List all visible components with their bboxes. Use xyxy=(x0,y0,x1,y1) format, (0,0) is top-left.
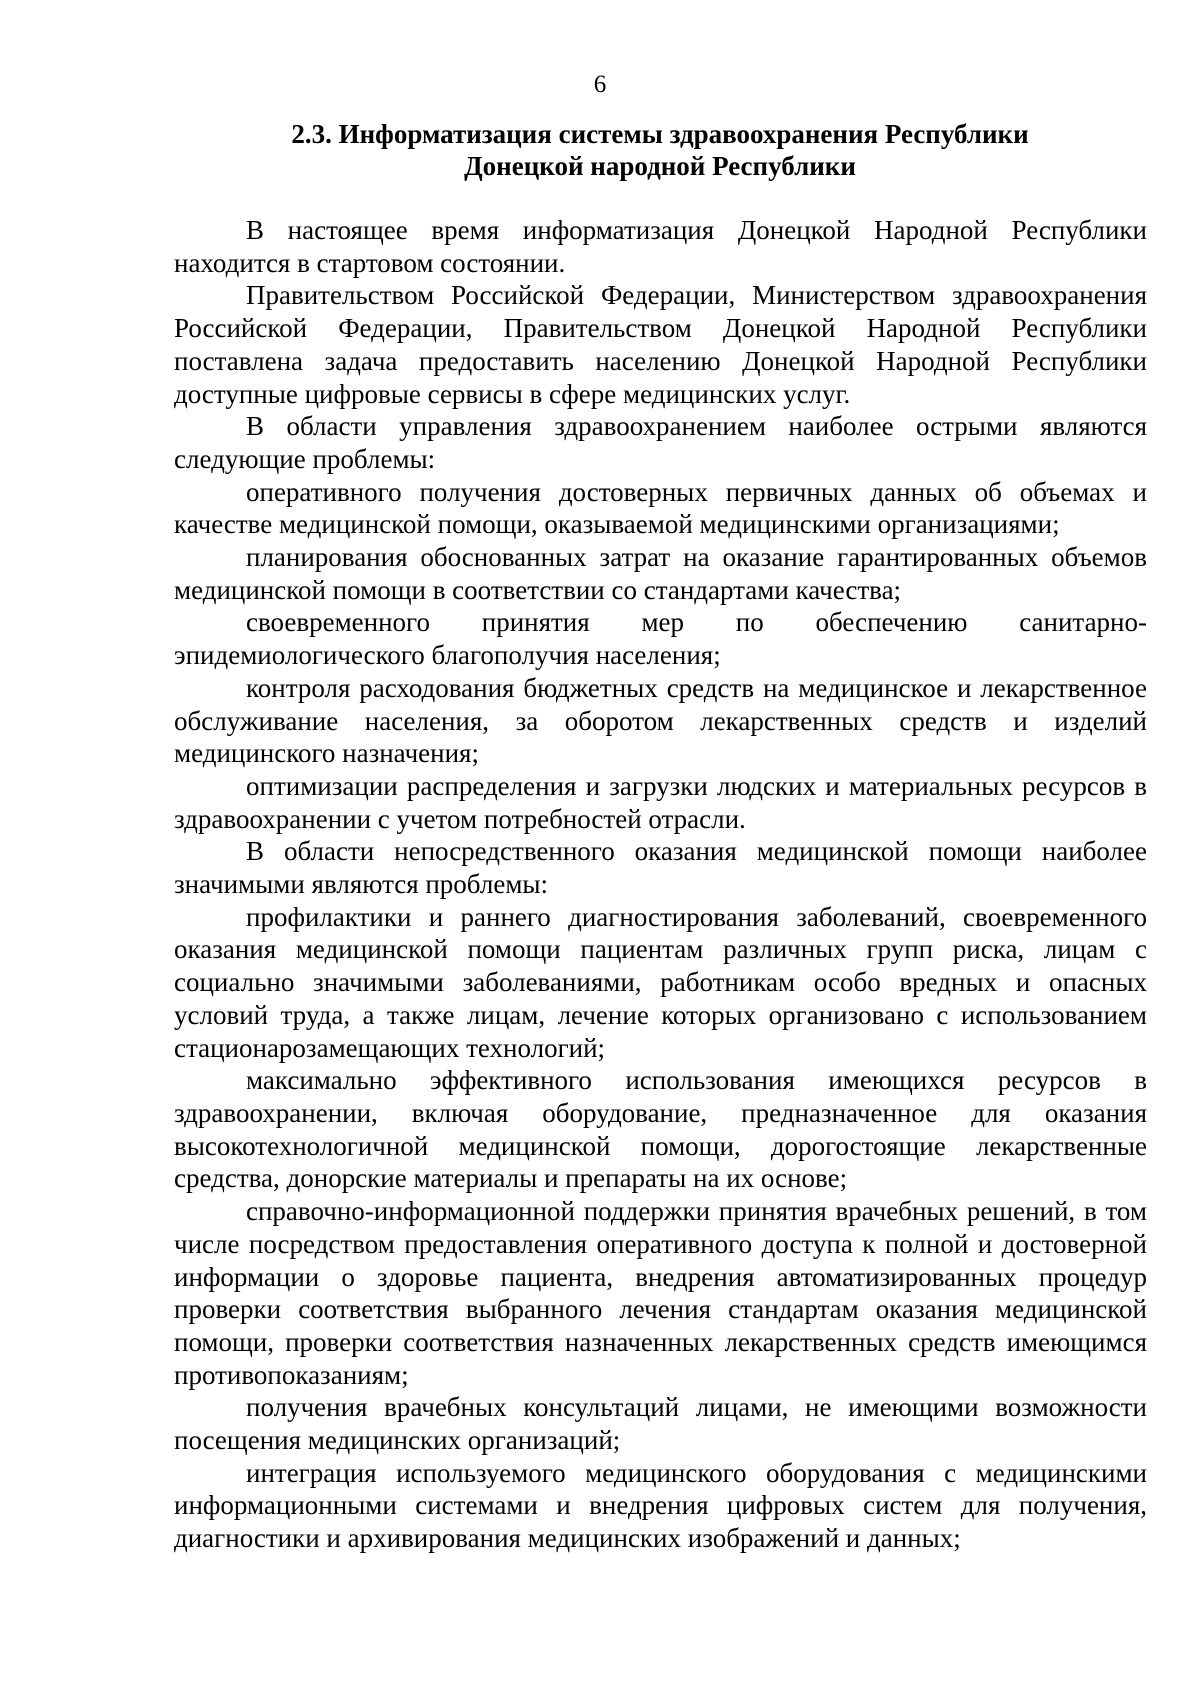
paragraph-management-problems: В области управления здравоохранением наиболее острыми являются следующие проблемы: xyxy=(174,411,1147,474)
document-body xyxy=(174,214,1147,1555)
list-item: получения врачебных консультаций лицами, не имеющими возможности посещения медицинских организаций; xyxy=(174,1392,1147,1456)
list-item: профилактики и раннего диагностирования заболеваний, своевременного оказания медицинской помощи пациентам различных групп риска, лицам с социально значимыми заболеваниями, работникам особо вредных и опасных условий труда, а также лицам, лечение которых организовано с использованием стационарозамещающих технологий; xyxy=(174,901,1147,1063)
list-item: интеграция используемого медицинского оборудования с медицинскими информационными системами и внедрения цифровых систем для получения, диагностики и архивирования медицинских изображений и данных; xyxy=(174,1457,1147,1554)
list-item: оптимизации распределения и загрузки людских и материальных ресурсов в здравоохранении с учетом потребностей отрасли. xyxy=(174,770,1147,834)
list-item: оперативного получения достоверных первичных данных об объемах и качестве медицинской помощи, оказываемой медицинскими организациями; xyxy=(174,476,1147,540)
list-item: справочно-информационной поддержки принятия врачебных решений, в том числе посредством предоставления оперативного доступа к полной и достоверной информации о здоровье пациента, внедрения автоматизированных процедур проверки соответствия выбранного лечения стандартам оказания медицинской помощи, проверки соответствия назначенных лекарственных средств имеющимся противопоказаниям; xyxy=(174,1196,1147,1390)
paragraph-task: Правительством Российской Федерации, Министерством здравоохранения Российской Федерации, Правительством Донецкой Народной Республики поставлена задача предоставить населению Донецкой Народной Республики доступные цифровые сервисы в сфере медицинских услуг. xyxy=(174,280,1147,409)
paragraph-intro: В настоящее время информатизация Донецкой Народной Республики находится в стартовом состоянии. xyxy=(174,215,1147,278)
section-title-line-2: Донецкой народной Республики xyxy=(464,151,856,181)
section-title-line-1: 2.3. Информатизация системы здравоохранения Республики xyxy=(291,119,1029,149)
list-item: контроля расходования бюджетных средств на медицинское и лекарственное обслуживание населения, за оборотом лекарственных средств и изделий медицинского назначения; xyxy=(174,672,1147,769)
page-number: 6 xyxy=(593,71,607,98)
list-item: планирования обоснованных затрат на оказание гарантированных объемов медицинской помощи в соответствии со стандартами качества; xyxy=(174,542,1147,605)
paragraph-care-problems: В области непосредственного оказания медицинской помощи наиболее значимыми являются проблемы: xyxy=(174,836,1147,900)
list-item: своевременного принятия мер по обеспечению санитарно-эпидемиологического благополучия населения; xyxy=(174,607,1147,671)
list-item: максимально эффективного использования имеющихся ресурсов в здравоохранении, включая оборудование, предназначенное для оказания высокотехнологичной медицинской помощи, дорогостоящие лекарственные средства, донорские материалы и препараты на их основе; xyxy=(174,1065,1147,1194)
section-title xyxy=(175,118,1145,182)
